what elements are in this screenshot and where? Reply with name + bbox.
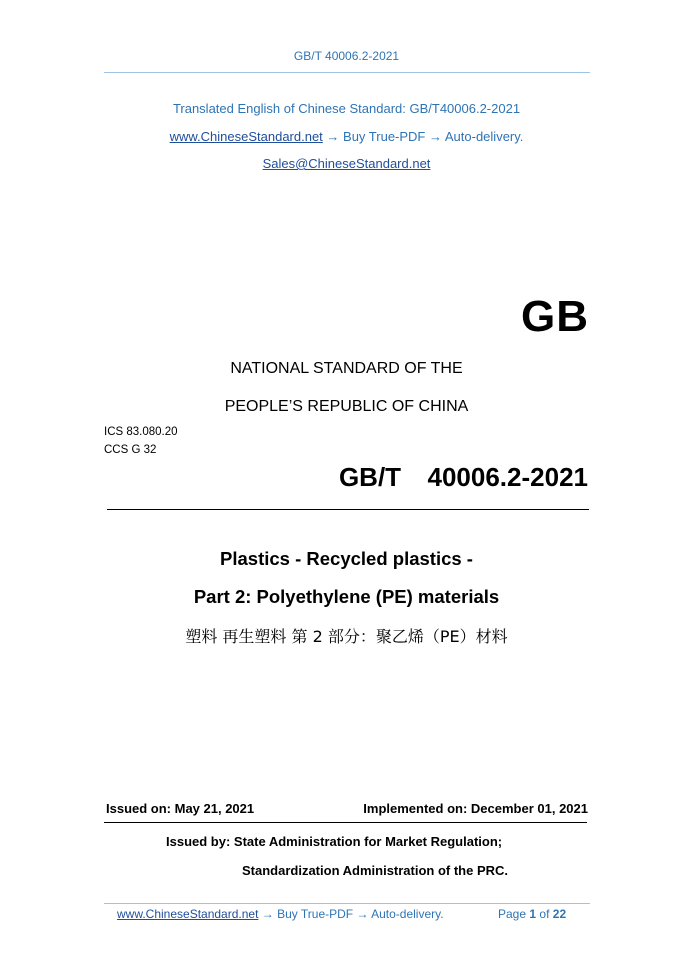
footer-site-link[interactable]: www.ChineseStandard.net [117,907,259,921]
issuer-line2: Standardization Administration of the PRC. [242,863,509,878]
title-divider [107,509,589,510]
page-total: 22 [552,907,567,921]
standard-number: GB/T 40006.2-2021 [338,462,588,492]
site-link[interactable]: www.ChineseStandard.net [169,129,323,144]
title-chinese: 塑料 再生塑料 第 2 部分：聚乙烯（PE）材料 [185,627,508,646]
footer-purchase-line [117,907,444,921]
title-line1: Plastics - Recycled plastics - [220,548,473,569]
issued-date: Issued on: May 21, 2021 [106,801,255,816]
title-line2: Part 2: Polyethylene (PE) materials [193,586,500,607]
email-line [0,156,693,171]
purchase-line [0,129,693,144]
dates-divider [104,822,587,823]
gb-logo: GB [521,292,589,341]
national-standard-line2: PEOPLE’S REPUBLIC OF CHINA [224,398,469,415]
ics-code: ICS 83.080.20 [104,426,178,438]
page-indicator [498,907,566,921]
footer-divider [104,903,590,904]
ccs-code: CCS G 32 [104,444,157,456]
page-label: Page [498,907,527,921]
national-standard-line1: NATIONAL STANDARD OF THE [230,360,463,377]
purchase-text: → Buy True-PDF → Auto-delivery. [322,129,524,144]
implemented-date: Implemented on: December 01, 2021 [363,801,588,816]
page-number: 1 [529,907,537,921]
header-divider [104,72,590,73]
sales-email-link[interactable]: Sales@ChineseStandard.net [262,156,431,171]
header-standard-code: GB/T 40006.2-2021 [293,49,400,63]
issuer-line1: Issued by: State Administration for Market Regulation; [166,834,503,849]
translation-notice: Translated English of Chinese Standard: GB/T40006.2-2021 [172,101,521,116]
of-label: of [539,907,550,921]
footer-purchase-text: → Buy True-PDF → Auto-delivery. [258,907,444,921]
